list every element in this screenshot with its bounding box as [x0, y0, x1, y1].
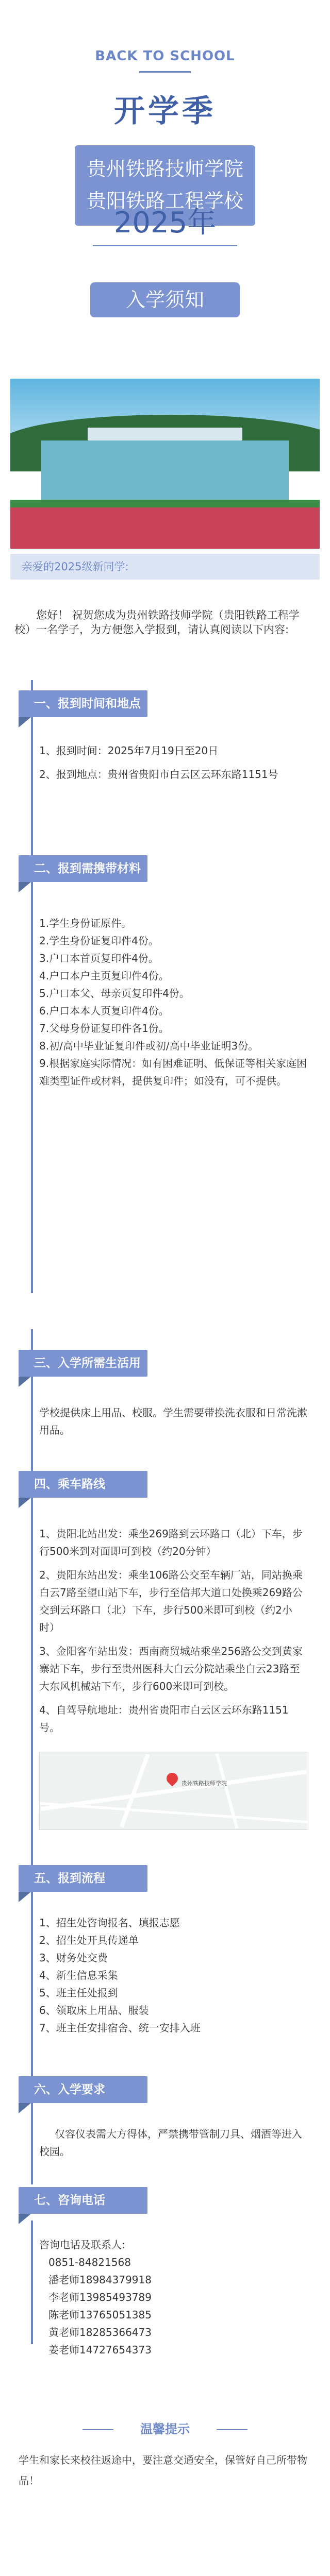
intro-paragraph: 您好！ 祝贺您成为贵州铁路技师学院（贵阳铁路工程学校）一名学子，为方便您入学报到，请认真阅读以下内容: [14, 609, 300, 636]
tip-title: 温馨提示 [140, 2422, 190, 2436]
section-heading: 三、入学所需生活用品 [19, 1350, 147, 1377]
timeline-line [31, 1329, 33, 2184]
section-heading: 六、入学要求 [19, 2076, 147, 2103]
list-item: 4、新生信息采集 [39, 1969, 118, 1981]
list-item: 8.初/高中毕业证复印件或初/高中毕业证明3份。 [39, 1040, 259, 1052]
list-item: 仅容仪表需大方得体，严禁携带管制刀具、烟酒等进入校园。 [39, 2128, 302, 2158]
enrollment-notice-button[interactable]: 入学须知 [90, 282, 240, 317]
tip-text: 学生和家长来校往返途中，要注意交通安全，保管好自己所带物品！ [19, 2454, 307, 2487]
phone-number[interactable]: 李老师13985493789 [48, 2291, 152, 2303]
phone-number[interactable]: 黄老师18285366473 [48, 2326, 152, 2338]
list-item: 3、金阳客车站出发：西南商贸城站乘坐256路公交到黄家寨站下车，步行至贵州医科大白云分院站乘坐白云23路至大东风机械站下车，步行600米即可到校。 [39, 1645, 303, 1692]
back-to-school-underline [139, 71, 191, 73]
section-heading: 二、报到需携带材料 [19, 855, 147, 882]
list-item: 7.父母身份证复印件各1份。 [39, 1022, 169, 1035]
school-name-1: 贵州铁路技师学院 [86, 158, 243, 180]
list-item: 1、贵阳北站出发：乘坐269路到云环路口（北）下车，步行500米到对面即可到校（约20分钟） [39, 1528, 303, 1557]
list-item: 2、报到地点：贵州省贵阳市白云区云环东路1151号 [39, 768, 278, 781]
list-item: 1、招生处咨询报名、填报志愿 [39, 1917, 180, 1929]
phone-number[interactable]: 姜老师14727654373 [48, 2344, 152, 2356]
map-location-label: 贵州铁路技师学院 [182, 1780, 227, 1787]
list-item: 5.户口本父、母亲页复印件4份。 [39, 987, 190, 999]
section-body-time-place [39, 742, 307, 789]
campus-photo [10, 379, 320, 549]
list-item: 9.根据家庭实际情况：如有困难证明、低保证等相关家庭困难类型证件或材料，提供复印件；如没有，可不提供。 [39, 1057, 307, 1087]
list-item: 4、自驾导航地址：贵州省贵阳市白云区云环东路1151号。 [39, 1704, 289, 1734]
list-item: 5、班主任处报到 [39, 1987, 118, 1999]
list-item: 学校提供床上用品、校服。学生需要带换洗衣服和日常洗漱用品。 [39, 1406, 307, 1436]
timeline-line [31, 2221, 33, 2344]
map-pin-icon [164, 1770, 180, 1786]
list-item: 6.户口本本人页复印件4份。 [39, 1005, 169, 1017]
list-item: 4.户口本户主页复印件4份。 [39, 970, 169, 982]
section-heading: 七、咨询电话 [19, 2187, 147, 2214]
section-body-contacts [39, 2236, 307, 2359]
list-item: 6、领取床上用品、服装 [39, 2004, 149, 2016]
section-body-routes [39, 1525, 307, 1742]
map-road [120, 1754, 150, 1828]
section-body-supplies [39, 1404, 307, 1445]
list-item: 2.学生身份证复印件4份。 [39, 935, 159, 947]
heading-fold [19, 1377, 31, 1387]
section-body-requirements [39, 2125, 307, 2166]
campus-lawn [10, 500, 320, 507]
phone-number[interactable]: 0851-84821568 [48, 2256, 131, 2268]
phone-number[interactable]: 陈老师13765051385 [48, 2309, 152, 2321]
list-item: 3.户口本首页复印件4份。 [39, 952, 159, 964]
list-item: 咨询电话及联系人: [39, 2239, 125, 2251]
list-item: 2、贵阳东站出发：乘坐106路公交至车辆厂站，同站换乘白云7路至望山站下车，步行至信邦大道口处换乘269路公交到云环路口（北）下车，步行500米即可到校（约2小时） [39, 1569, 303, 1634]
greeting-text: 亲爱的2025级新同学: [22, 561, 129, 573]
back-to-school-label: BACK TO SCHOOL [95, 48, 235, 64]
heading-fold [19, 717, 31, 727]
campus-building [41, 440, 289, 502]
list-item: 1、报到时间：2025年7月19日至20日 [39, 744, 219, 757]
phone-number[interactable]: 潘老师18984379918 [48, 2274, 152, 2286]
list-item: 3、财务处交费 [39, 1952, 108, 1964]
heading-fold [19, 1498, 31, 1508]
section-heading: 五、报到流程 [19, 1865, 147, 1892]
school-name-2: 贵阳铁路工程学校 [86, 190, 243, 212]
page-title: 开学季 [114, 93, 216, 129]
heading-fold [19, 882, 31, 892]
year-underline [93, 245, 237, 246]
heading-fold [19, 2214, 31, 2224]
location-map[interactable] [39, 1752, 308, 1830]
header [0, 0, 330, 330]
list-item: 2、招生处开具传递单 [39, 1934, 139, 1946]
section-body-materials [39, 914, 307, 1090]
map-road [40, 1802, 307, 1823]
list-item: 1.学生身份证原件。 [39, 917, 132, 929]
section-body-process [39, 1914, 307, 2037]
section-heading: 四、乘车路线 [19, 1471, 147, 1498]
list-item: 7、班主任安排宿舍、统一安排入班 [39, 2022, 201, 2034]
section-heading: 一、报到时间和地点 [19, 690, 147, 717]
greeting-bar [10, 554, 320, 580]
timeline-line [31, 680, 33, 1293]
year-label: 2025年 [113, 206, 217, 240]
heading-fold [19, 2103, 31, 2113]
heading-fold [19, 1892, 31, 1902]
